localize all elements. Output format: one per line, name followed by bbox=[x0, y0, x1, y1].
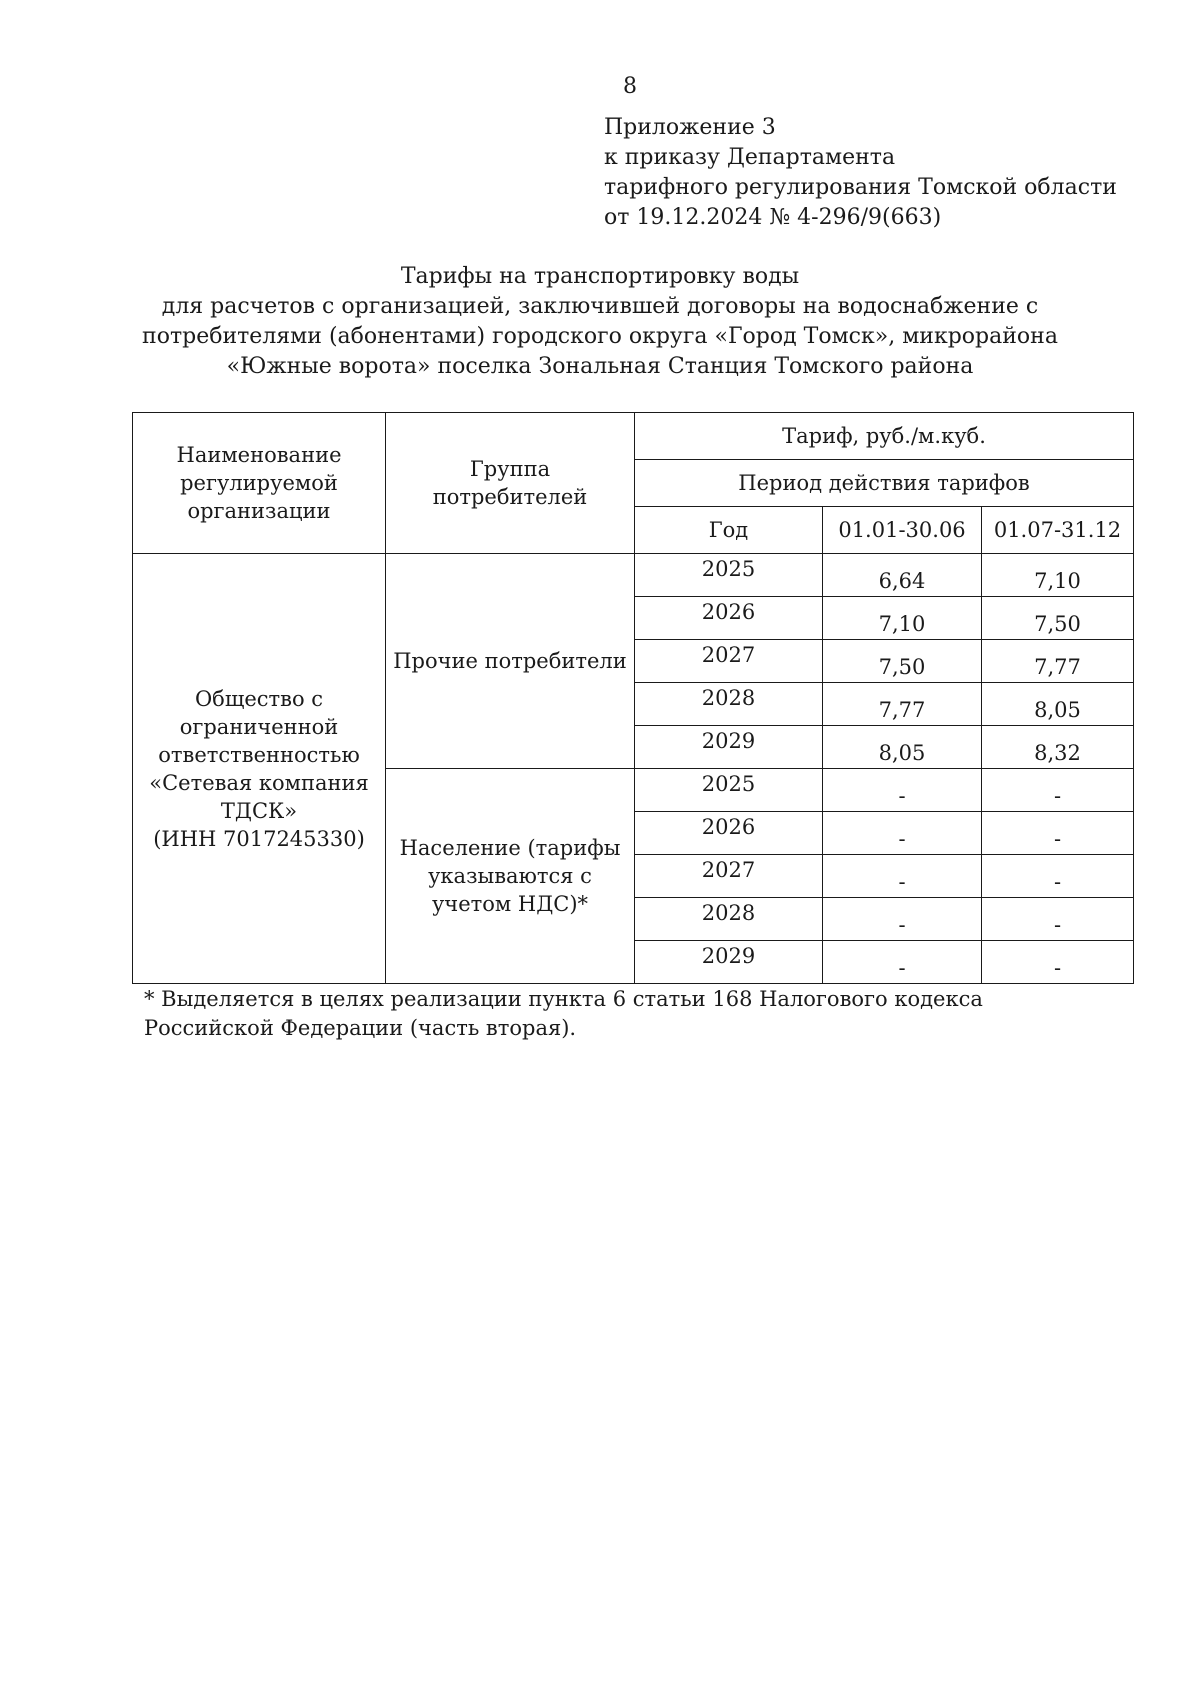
year-cell: 2027 bbox=[635, 640, 823, 683]
appendix-line: от 19.12.2024 № 4-296/9(663) bbox=[604, 205, 942, 230]
header-half2: 01.07-31.12 bbox=[982, 507, 1134, 554]
appendix-line: к приказу Департамента bbox=[604, 145, 896, 170]
header-org-line: регулируемой bbox=[180, 471, 338, 495]
year-cell: 2027 bbox=[635, 855, 823, 898]
title-line: Тарифы на транспортировку воды bbox=[400, 264, 800, 289]
page-number: 8 bbox=[623, 74, 637, 99]
tariff-half1: - bbox=[823, 769, 982, 812]
tariff-half2: 7,77 bbox=[982, 640, 1134, 683]
footnote: * Выделяется в целях реализации пункта 6 статьи 168 Налогового кодекса Российской Федерации (часть вторая). bbox=[144, 987, 983, 1040]
tariff-half2: 7,50 bbox=[982, 597, 1134, 640]
group-line: учетом НДС)* bbox=[431, 892, 589, 916]
tariff-half1: 8,05 bbox=[823, 726, 982, 769]
tariff-half1: - bbox=[823, 898, 982, 941]
appendix-reference bbox=[604, 113, 1117, 233]
tariff-half2: - bbox=[982, 898, 1134, 941]
year-cell: 2029 bbox=[635, 726, 823, 769]
tariff-half2: - bbox=[982, 855, 1134, 898]
year-cell: 2029 bbox=[635, 941, 823, 984]
tariff-half2: - bbox=[982, 769, 1134, 812]
org-line: ответственностью bbox=[158, 742, 360, 767]
header-consumer-group: Группа потребителей bbox=[386, 413, 635, 554]
year-cell: 2025 bbox=[635, 769, 823, 812]
org-line: (ИНН 7017245330) bbox=[153, 826, 365, 851]
appendix-line: тарифного регулирования Томской области bbox=[604, 175, 1117, 200]
tariff-half1: - bbox=[823, 812, 982, 855]
tariff-half1: - bbox=[823, 855, 982, 898]
header-period: Период действия тарифов bbox=[635, 460, 1134, 507]
title-line: для расчетов с организацией, заключившей договоры на водоснабжение с bbox=[161, 294, 1039, 319]
tariff-half2: - bbox=[982, 941, 1134, 984]
group-line: Население (тарифы bbox=[399, 836, 621, 860]
tariff-half2: 7,10 bbox=[982, 554, 1134, 597]
tariff-half2: 8,32 bbox=[982, 726, 1134, 769]
year-cell: 2026 bbox=[635, 597, 823, 640]
header-year: Год bbox=[635, 507, 823, 554]
group-line: Прочие потребители bbox=[393, 649, 627, 673]
tariff-half1: 7,77 bbox=[823, 683, 982, 726]
organization-cell bbox=[133, 554, 386, 984]
tariff-half2: - bbox=[982, 812, 1134, 855]
header-organization bbox=[133, 413, 386, 554]
org-line: ограниченной bbox=[179, 714, 339, 739]
org-line: Общество с bbox=[194, 686, 324, 711]
tariff-half1: 7,10 bbox=[823, 597, 982, 640]
tariff-half1: 7,50 bbox=[823, 640, 982, 683]
header-tariff: Тариф, руб./м.куб. bbox=[635, 413, 1134, 460]
org-line: ТДСК» bbox=[220, 798, 298, 823]
group-line: указываются с bbox=[428, 864, 592, 888]
title-line: потребителями (абонентами) городского округа «Город Томск», микрорайона bbox=[142, 324, 1058, 349]
table-row bbox=[133, 554, 1134, 597]
header-half1: 01.01-30.06 bbox=[823, 507, 982, 554]
year-cell: 2028 bbox=[635, 898, 823, 941]
appendix-line: Приложение 3 bbox=[604, 115, 776, 140]
tariff-half1: - bbox=[823, 941, 982, 984]
title-line: «Южные ворота» поселка Зональная Станция Томского района bbox=[226, 354, 974, 379]
group-cell-other bbox=[386, 554, 635, 769]
tariff-half2: 8,05 bbox=[982, 683, 1134, 726]
org-line: «Сетевая компания bbox=[149, 770, 369, 795]
tariff-half1: 6,64 bbox=[823, 554, 982, 597]
header-org-line: Наименование bbox=[176, 443, 342, 467]
group-cell-population bbox=[386, 769, 635, 984]
year-cell: 2028 bbox=[635, 683, 823, 726]
header-org-line: организации bbox=[187, 499, 331, 523]
year-cell: 2026 bbox=[635, 812, 823, 855]
tariff-table bbox=[132, 412, 1134, 984]
year-cell: 2025 bbox=[635, 554, 823, 597]
document-title bbox=[0, 262, 1200, 382]
